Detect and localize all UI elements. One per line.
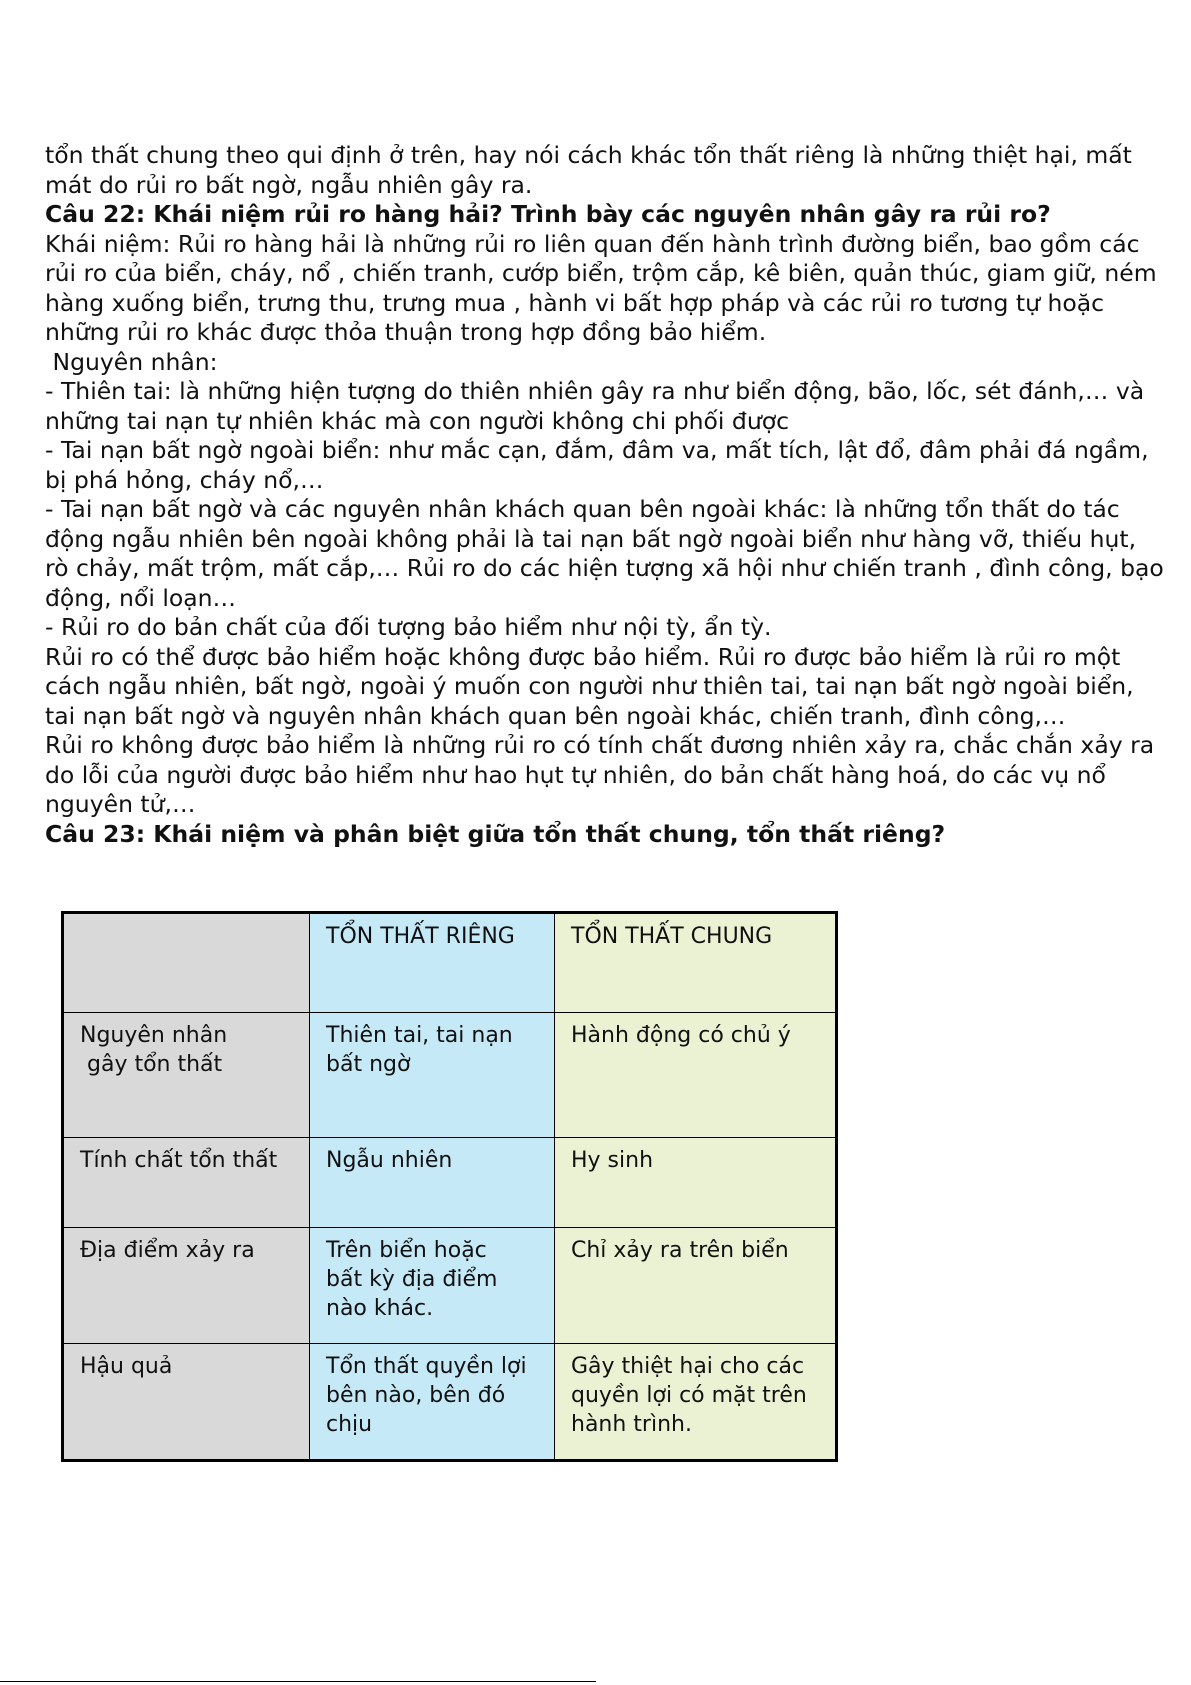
footer-divider: [0, 1681, 596, 1682]
table-cell-label: Tính chất tổn thất: [63, 1138, 310, 1228]
table-cell-label: Địa điểm xảy ra: [63, 1228, 310, 1344]
table-cell-particular: Tổn thất quyền lợi bên nào, bên đó chịu: [310, 1344, 555, 1461]
table-header-row: [63, 913, 837, 1013]
table-header-particular-loss: TỔN THẤT RIÊNG: [310, 913, 555, 1013]
bullet-natural-disaster: - Thiên tai: là những hiện tượng do thiên nhiên gây ra như biển động, bão, lốc, sét đánh,… và những tai nạn tự nhiên khác mà con người không chi phối được: [45, 377, 1152, 435]
table-row: [63, 1013, 837, 1138]
table-row: [63, 1344, 837, 1461]
table-cell-general: Gây thiệt hại cho các quyền lợi có mặt trên hành trình.: [555, 1344, 837, 1461]
table-header-general-average: TỔN THẤT CHUNG: [555, 913, 837, 1013]
bullet-external-causes: - Tai nạn bất ngờ và các nguyên nhân khách quan bên ngoài khác: là những tổn thất do tác động ngẫu nhiên bên ngoài không phải là tai nạn bất ngờ ngoài biển như hàng vỡ, thiếu hụt, rò chảy, mất trộm, mất cắp,… Rủi ro do các hiện tượng xã hội như chiến tranh , đình công, bạo động, nổi loạn…: [45, 495, 1172, 612]
table-cell-particular: Trên biển hoặc bất kỳ địa điểm nào khác.: [310, 1228, 555, 1344]
paragraph-uninsured-risks: Rủi ro không được bảo hiểm là những rủi ro có tính chất đương nhiên xảy ra, chắc chắn xảy ra do lỗi của người được bảo hiểm như hao hụt tự nhiên, do bản chất hàng hoá, do các vụ nổ nguyên tử,…: [45, 731, 1162, 818]
table-cell-particular: Ngẫu nhiên: [310, 1138, 555, 1228]
table-cell-general: Hành động có chủ ý: [555, 1013, 837, 1138]
paragraph-definition: Khái niệm: Rủi ro hàng hải là những rủi ro liên quan đến hành trình đường biển, bao gồm các rủi ro của biển, cháy, nổ , chiến tranh, cướp biển, trộm cắp, kê biên, quản thúc, giam giữ, ném hàng xuống biển, trưng thu, trưng mua , hành vi bất hợp pháp và các rủi ro tương tự hoặc những rủi ro khác được thỏa thuận trong hợp đồng bảo hiểm.: [45, 229, 1165, 346]
comparison-table: [61, 911, 838, 1462]
question-23-heading: Câu 23: Khái niệm và phân biệt giữa tổn thất chung, tổn thất riêng?: [45, 819, 946, 848]
bullet-inherent-vice: - Rủi ro do bản chất của đối tượng bảo hiểm như nội tỳ, ẩn tỳ.: [45, 613, 772, 641]
paragraph-causes-label: Nguyên nhân:: [45, 347, 218, 376]
table-cell-particular: Thiên tai, tai nạn bất ngờ: [310, 1013, 555, 1138]
table-cell-general: Hy sinh: [555, 1138, 837, 1228]
paragraph-continuation: tổn thất chung theo qui định ở trên, hay nói cách khác tổn thất riêng là những thiệt hại, mất mát do rủi ro bất ngờ, ngẫu nhiên gây ra.: [45, 141, 1140, 199]
table-header-empty: [63, 913, 310, 1013]
table-cell-label: Hậu quả: [63, 1344, 310, 1461]
table-row: [63, 1228, 837, 1344]
table-cell-general: Chỉ xảy ra trên biển: [555, 1228, 837, 1344]
comparison-table-wrapper: [61, 911, 838, 1462]
table-row: [63, 1138, 837, 1228]
table-cell-label: Nguyên nhân gây tổn thất: [63, 1013, 310, 1138]
question-22-heading: Câu 22: Khái niệm rủi ro hàng hải? Trình bày các nguyên nhân gây ra rủi ro?: [45, 200, 1051, 228]
paragraph-insured-risks: Rủi ro có thể được bảo hiểm hoặc không được bảo hiểm. Rủi ro được bảo hiểm là rủi ro một cách ngẫu nhiên, bất ngờ, ngoài ý muốn con người như thiên tai, tai nạn bất ngờ ngoài biển, tai nạn bất ngờ và nguyên nhân khách quan bên ngoài khác, chiến tranh, đình công,…: [45, 642, 1142, 730]
bullet-sea-accident: - Tai nạn bất ngờ ngoài biển: như mắc cạn, đắm, đâm va, mất tích, lật đổ, đâm phải đá ngầm, bị phá hỏng, cháy nổ,…: [45, 436, 1157, 494]
document-body: [45, 141, 1172, 849]
